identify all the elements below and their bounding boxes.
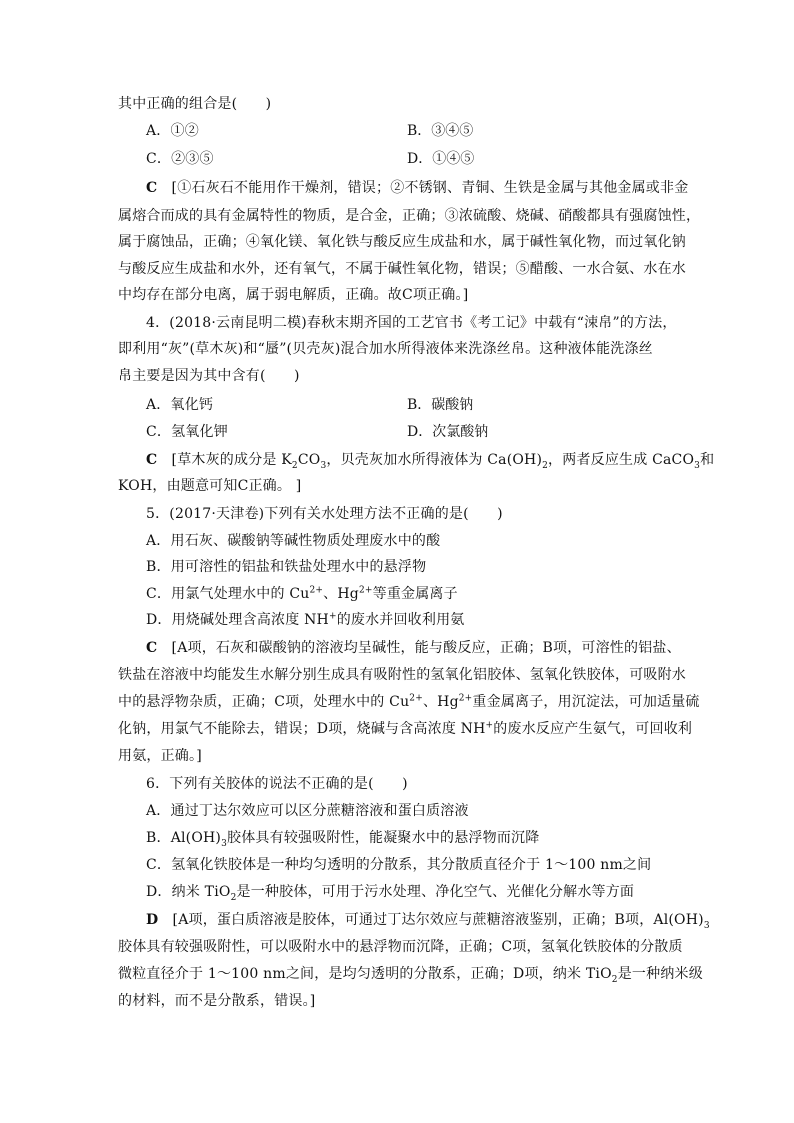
q5-explanation-line: 铁盐在溶液中均能发生水解分别生成具有吸附性的氢氧化铝胶体、氢氧化铁胶体，可吸附水: [118, 667, 686, 683]
q3-explanation-line: 属于腐蚀品，正确；④氧化镁、氧化铁与酸反应生成盐和水，属于碱性氧化物，而过氧化钠: [118, 234, 686, 250]
q3-explanation-line: C [①石灰石不能用作干燥剂，错误；②不锈钢、青铜、生铁是金属与其他金属或非金: [146, 180, 689, 196]
q4-option-c: C．氢氧化钾: [146, 424, 228, 440]
q4-option-a: A．氧化钙: [146, 397, 214, 413]
q4-option-d: D．次氯酸钠: [407, 424, 489, 440]
q4-option-b: B．碳酸钠: [407, 397, 474, 413]
q5-option-c: C．用氯气处理水中的 $Cu^{2+}$、$Hg^{2+}$等重金属离子: [146, 585, 458, 602]
q6-option-a: A．通过丁达尔效应可以区分蔗糖溶液和蛋白质溶液: [146, 803, 469, 819]
q5-answer: C: [146, 640, 158, 656]
q6-option-d: D．纳米 TiO$_2$是一种胶体，可用于污水处理、净化空气、光催化分解水等方面: [146, 884, 635, 903]
q6-option-c: C．氢氧化铁胶体是一种均匀透明的分散系，其分散质直径介于 1～100 nm之间: [146, 857, 652, 873]
q4-stem-line: 帛主要是因为其中含有( ): [118, 368, 300, 384]
q3-option-d: D．①④⑤: [407, 151, 475, 167]
q3-option-c: C．②③⑤: [146, 151, 214, 167]
q3-explanation-line: 属熔合而成的具有金属特性的物质，是合金，正确；③浓硫酸、烧碱、硝酸都具有强腐蚀性，: [118, 208, 701, 224]
q5-explanation-line: 化钠，用氯气不能除去，错误；D项，烧碱与含高浓度 NH+的废水反应产生氨气，可回收利: [118, 720, 693, 737]
q6-option-b: B．$Al(OH)_3$胶体具有较强吸附性，能凝聚水中的悬浮物而沉降: [146, 830, 540, 849]
q4-explanation-line: KOH，由题意可知C正确。 ]: [118, 478, 302, 494]
q5-option-b: B．用可溶性的铝盐和铁盐处理水中的悬浮物: [146, 559, 427, 575]
q3-option-b: B．③④⑤: [407, 123, 474, 139]
q6-answer: D: [146, 912, 159, 928]
q6-explanation-line: 的材料，而不是分散系，错误。]: [118, 993, 316, 1009]
q4-stem-line: 4．(2018·云南昆明二模)春秋末期齐国的工艺官书《考工记》中载有“涑帛”的方法，: [146, 315, 677, 331]
q3-stem: 其中正确的组合是( ): [118, 96, 272, 112]
q5-explanation-line: 中的悬浮物杂质，正确；C项，处理水中的 $Cu^{2+}$、$Hg^{2+}$重金属离子，用沉淀法，可加适量硫: [118, 693, 700, 710]
q6-explanation-line: 胶体具有较强吸附性，可以吸附水中的悬浮物而沉降，正确；C项，氢氧化铁胶体的分散质: [118, 939, 683, 955]
q6-stem: 6．下列有关胶体的说法不正确的是( ): [146, 776, 408, 792]
q3-explanation-line: 中均存在部分电离，属于弱电解质，正确。故C项正确。]: [118, 287, 469, 303]
q4-answer: C: [146, 452, 158, 468]
q3-explanation-line: 与酸反应生成盐和水外，还有氧气，不属于碱性氧化物，错误；⑤醋酸、一水合氨、水在水: [118, 261, 686, 277]
q5-option-d: D．用烧碱处理含高浓度 NH+的废水并回收利用氨: [146, 611, 465, 628]
q6-explanation-line: D [A项，蛋白质溶液是胶体，可通过丁达尔效应与蔗糖溶液鉴别，正确；B项，$Al(OH)_3$: [146, 912, 710, 931]
q5-explanation-line: 用氨，正确。]: [118, 748, 202, 764]
q3-option-a: A．①②: [146, 123, 199, 139]
q5-explanation-line: C [A项，石灰和碳酸钠的溶液均呈碱性，能与酸反应，正确；B项，可溶性的铝盐、: [146, 640, 681, 656]
q5-stem: 5．(2017·天津卷)下列有关水处理方法不正确的是( ): [146, 506, 503, 522]
q4-stem-line: 即利用“灰”(草木灰)和“蜃”(贝壳灰)混合加水所得液体来洗涤丝帛。这种液体能洗涤丝: [118, 341, 653, 357]
q5-option-a: A．用石灰、碳酸钠等碱性物质处理废水中的酸: [146, 533, 441, 549]
q3-answer: C: [146, 180, 158, 196]
q6-explanation-line: 微粒直径介于 1～100 nm之间，是均匀透明的分散系，正确；D项，纳米 TiO$_2$是一种纳米级: [118, 966, 703, 985]
q4-explanation-line: C [草木灰的成分是 $K_2CO_3$，贝壳灰加水所得液体为 $Ca(OH)_2$，两者反应生成 CaCO$_3$和: [146, 452, 715, 471]
